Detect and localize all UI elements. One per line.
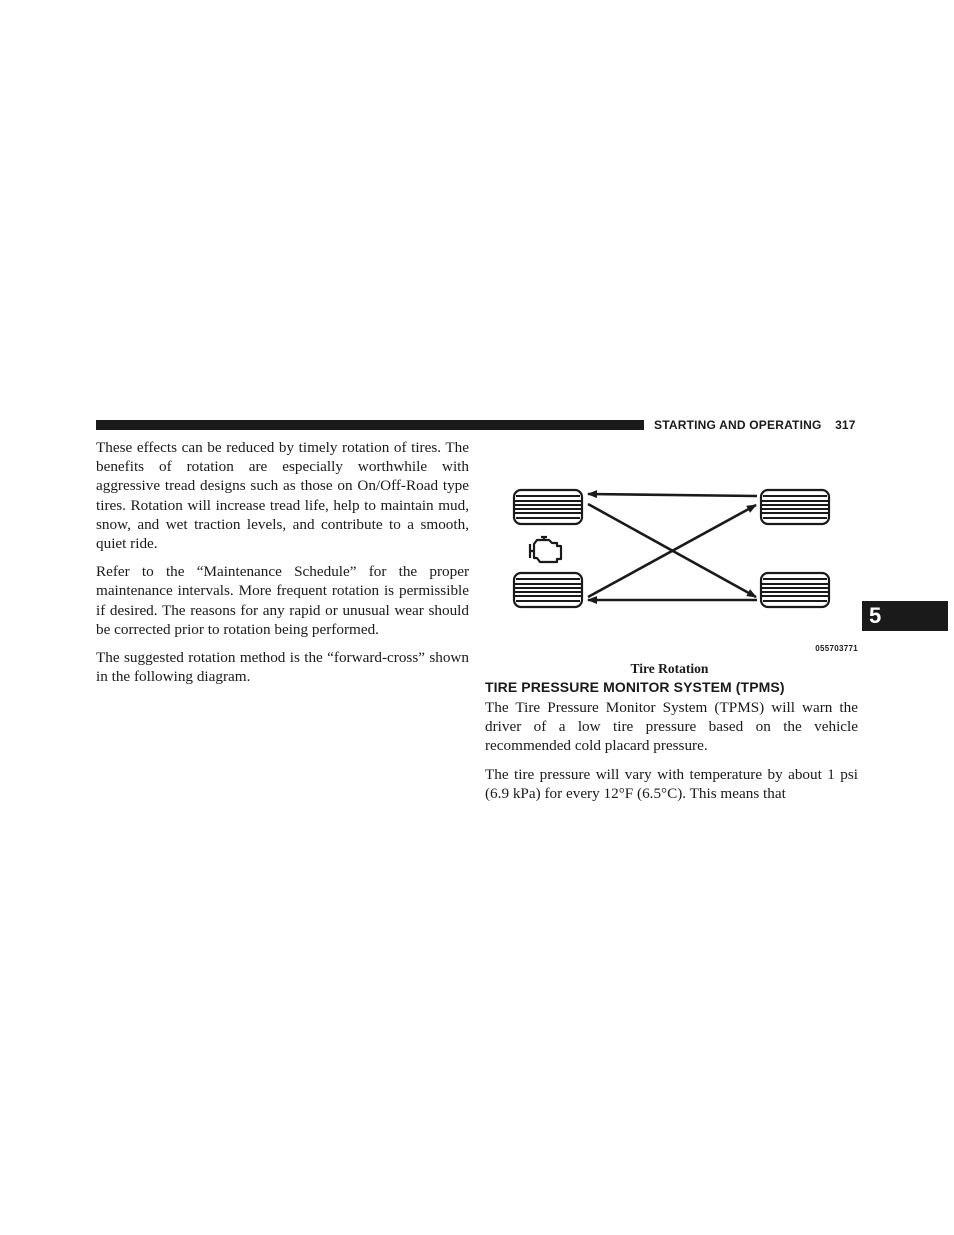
tire-rotation-diagram [485, 480, 858, 656]
figure-caption: Tire Rotation [630, 661, 709, 676]
tire-icon [514, 573, 582, 607]
arrow-icon [588, 494, 757, 600]
tire-rotation-figure [485, 480, 858, 656]
right-column [485, 480, 858, 812]
page-number: 317 [835, 418, 856, 432]
section-heading: TIRE PRESSURE MONITOR SYSTEM (TPMS) [485, 679, 785, 695]
running-head [654, 418, 860, 432]
header-rule [96, 420, 644, 430]
paragraph: The suggested rotation method is the “forward-cross” shown in the following diagram. [96, 649, 469, 686]
tire-icon [761, 490, 829, 524]
paragraph: The tire pressure will vary with temperature by about 1 psi (6.9 kPa) for every 12°F (6.5°C). This means that [485, 765, 858, 802]
paragraph: The Tire Pressure Monitor System (TPMS) will warn the driver of a low tire pressure based on the vehicle recommended cold placard pressure. [485, 699, 858, 755]
paragraph: These effects can be reduced by timely rotation of tires. The benefits of rotation are especially worthwhile with aggressive tread designs such as those on On/Off-Road type tires. Rotation will increase tread life, help to maintain mud, snow, and wet traction levels, and contribute to a smooth, quiet ride. [96, 439, 469, 553]
paragraph: Refer to the “Maintenance Schedule” for the proper maintenance intervals. More frequent rotation is permissible if desired. The reasons for any rapid or unusual wear should be corrected prior to rotation being performed. [96, 563, 469, 638]
tire-icon [761, 573, 829, 607]
tire-icon [514, 490, 582, 524]
figure-code: 055703771 [815, 644, 858, 653]
engine-icon [530, 537, 561, 562]
left-column [96, 438, 469, 695]
section-title: STARTING AND OPERATING [654, 418, 822, 432]
chapter-tab: 5 [862, 601, 948, 631]
